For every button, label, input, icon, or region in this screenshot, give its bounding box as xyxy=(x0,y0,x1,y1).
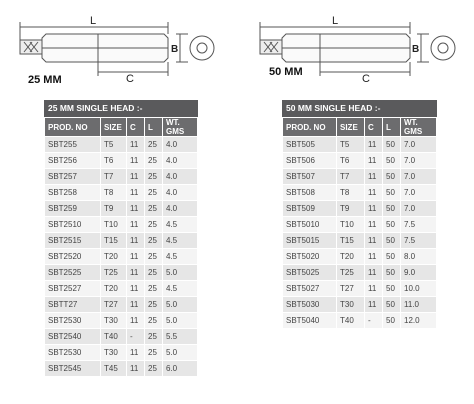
table-row xyxy=(45,153,198,169)
table-cell: 11 xyxy=(127,361,145,377)
table-cell: SBT2520 xyxy=(45,249,101,265)
table-cell: 50 xyxy=(383,153,401,169)
table-cell: SBT5030 xyxy=(283,297,337,313)
table-body xyxy=(283,137,437,329)
table-row xyxy=(45,249,198,265)
table-cell: 7.0 xyxy=(401,185,437,201)
table-cell: 11 xyxy=(127,313,145,329)
table-cell: 7.0 xyxy=(401,169,437,185)
table-cell: 25 xyxy=(145,345,163,361)
table-cell: T9 xyxy=(101,201,127,217)
table-cell: 25 xyxy=(145,361,163,377)
header-size: SIZE xyxy=(101,118,127,137)
table-cell: T15 xyxy=(337,233,365,249)
table-cell: T10 xyxy=(337,217,365,233)
header-c: C xyxy=(127,118,145,137)
table-cell: SBTT27 xyxy=(45,297,101,313)
size-label-50mm: 50 MM xyxy=(269,66,303,78)
table-cell: 7.0 xyxy=(401,137,437,153)
table-cell: 11 xyxy=(127,345,145,361)
table-body xyxy=(45,137,198,377)
table-cell: 5.5 xyxy=(163,329,198,345)
table-cell: T7 xyxy=(101,169,127,185)
table-cell: SBT2545 xyxy=(45,361,101,377)
table-title: 50 MM SINGLE HEAD :- xyxy=(282,100,437,117)
table-cell: 11 xyxy=(127,265,145,281)
length-label: L xyxy=(90,15,97,27)
table-cell: 50 xyxy=(383,137,401,153)
table-cell: T40 xyxy=(337,313,365,329)
table-cell: SBT255 xyxy=(45,137,101,153)
table-row xyxy=(45,201,198,217)
table-title: 25 MM SINGLE HEAD :- xyxy=(44,100,198,117)
table-cell: 25 xyxy=(145,201,163,217)
header-size: SIZE xyxy=(337,118,365,137)
table-cell: 50 xyxy=(383,201,401,217)
table-cell: - xyxy=(365,313,383,329)
table-cell: T7 xyxy=(337,169,365,185)
table-row xyxy=(283,201,437,217)
table-row xyxy=(45,217,198,233)
shank-label: C xyxy=(362,73,370,84)
header-l: L xyxy=(383,118,401,137)
table-row xyxy=(45,281,198,297)
table-cell: SBT256 xyxy=(45,153,101,169)
table-cell: 11 xyxy=(365,169,383,185)
table-cell: 25 xyxy=(145,249,163,265)
table-cell: 5.0 xyxy=(163,297,198,313)
table-cell: 11 xyxy=(365,201,383,217)
table-row xyxy=(45,169,198,185)
table-cell: 11 xyxy=(127,233,145,249)
table-cell: 11 xyxy=(365,185,383,201)
table-row xyxy=(45,233,198,249)
table-cell: 25 xyxy=(145,281,163,297)
table-cell: SBT5025 xyxy=(283,265,337,281)
table-cell: 4.0 xyxy=(163,169,198,185)
table-cell: 50 xyxy=(383,265,401,281)
table-cell: T30 xyxy=(337,297,365,313)
table-row xyxy=(283,313,437,329)
table-cell: SBT506 xyxy=(283,153,337,169)
header-c: C xyxy=(365,118,383,137)
table-cell: T30 xyxy=(101,313,127,329)
table-cell: 25 xyxy=(145,265,163,281)
table-cell: 50 xyxy=(383,297,401,313)
table-cell: 25 xyxy=(145,169,163,185)
table-cell: SBT505 xyxy=(283,137,337,153)
table-row xyxy=(283,297,437,313)
table-row xyxy=(283,185,437,201)
table-row xyxy=(283,249,437,265)
table-cell: T27 xyxy=(101,297,127,313)
table-cell: T20 xyxy=(337,249,365,265)
table-cell: 11 xyxy=(365,297,383,313)
table-cell: T15 xyxy=(101,233,127,249)
table-cell: 4.5 xyxy=(163,217,198,233)
table-cell: 4.0 xyxy=(163,137,198,153)
table-cell: SBT5040 xyxy=(283,313,337,329)
table-cell: SBT258 xyxy=(45,185,101,201)
table-row xyxy=(45,265,198,281)
table-cell: 50 xyxy=(383,185,401,201)
header-prod-no: PROD. NO xyxy=(45,118,101,137)
table-cell: 11 xyxy=(365,137,383,153)
table-cell: SBT5020 xyxy=(283,249,337,265)
table-cell: T6 xyxy=(101,153,127,169)
length-label: L xyxy=(332,15,339,27)
table-cell: 11 xyxy=(127,137,145,153)
table-row xyxy=(45,345,198,361)
table-cell: 25 xyxy=(145,185,163,201)
table-header-row xyxy=(283,118,437,137)
table-cell: T27 xyxy=(337,281,365,297)
table-cell: 4.5 xyxy=(163,281,198,297)
table-cell: SBT508 xyxy=(283,185,337,201)
table-cell: 12.0 xyxy=(401,313,437,329)
size-label-25mm: 25 MM xyxy=(28,74,62,86)
table-cell: SBT2525 xyxy=(45,265,101,281)
table-header-row xyxy=(45,118,198,137)
table-cell: SBT2530 xyxy=(45,313,101,329)
table-cell: 50 xyxy=(383,169,401,185)
table-row xyxy=(283,217,437,233)
table-cell: SBT2527 xyxy=(45,281,101,297)
table-cell: T6 xyxy=(337,153,365,169)
table-cell: SBT5010 xyxy=(283,217,337,233)
table-cell: SBT507 xyxy=(283,169,337,185)
table-cell: T9 xyxy=(337,201,365,217)
table-cell: SBT5015 xyxy=(283,233,337,249)
table-row xyxy=(283,233,437,249)
table-cell: 11 xyxy=(127,217,145,233)
table-cell: T8 xyxy=(101,185,127,201)
table-cell: T30 xyxy=(101,345,127,361)
table-cell: T40 xyxy=(101,329,127,345)
table-cell: 7.5 xyxy=(401,217,437,233)
table-cell: T10 xyxy=(101,217,127,233)
table-cell: 7.5 xyxy=(401,233,437,249)
table-cell: 50 xyxy=(383,313,401,329)
spec-table-25mm xyxy=(44,100,198,377)
table-cell: 11 xyxy=(127,249,145,265)
table-cell: 25 xyxy=(145,297,163,313)
table-cell: 50 xyxy=(383,217,401,233)
header-prod-no: PROD. NO xyxy=(283,118,337,137)
table-cell: 11 xyxy=(365,233,383,249)
table-cell: SBT2530 xyxy=(45,345,101,361)
table-cell: T45 xyxy=(101,361,127,377)
table-row xyxy=(283,153,437,169)
table-cell: 7.0 xyxy=(401,201,437,217)
table-row xyxy=(45,185,198,201)
table-cell: 11 xyxy=(127,281,145,297)
table-cell: 11 xyxy=(365,265,383,281)
table-cell: 25 xyxy=(145,137,163,153)
header-wt: WT. GMS xyxy=(163,118,198,137)
table-cell: 4.5 xyxy=(163,233,198,249)
table-cell: T25 xyxy=(101,265,127,281)
table-cell: 25 xyxy=(145,153,163,169)
table-cell: SBT2510 xyxy=(45,217,101,233)
table-cell: 5.0 xyxy=(163,345,198,361)
table-cell: 11 xyxy=(365,249,383,265)
table-row xyxy=(45,297,198,313)
table-row xyxy=(283,265,437,281)
table-cell: 11 xyxy=(365,217,383,233)
table-row xyxy=(283,169,437,185)
table-cell: 11 xyxy=(365,153,383,169)
table-cell: 11 xyxy=(127,153,145,169)
table-row xyxy=(45,313,198,329)
table-cell: 11 xyxy=(365,281,383,297)
header-wt: WT. GMS xyxy=(401,118,437,137)
table-cell: 25 xyxy=(145,313,163,329)
table-cell: - xyxy=(127,329,145,345)
table-row xyxy=(45,361,198,377)
table-cell: SBT5027 xyxy=(283,281,337,297)
table-cell: 11 xyxy=(127,185,145,201)
table-row xyxy=(283,137,437,153)
table-cell: 5.0 xyxy=(163,265,198,281)
table-cell: 11.0 xyxy=(401,297,437,313)
table-row xyxy=(45,329,198,345)
table-cell: 50 xyxy=(383,281,401,297)
table-cell: SBT2515 xyxy=(45,233,101,249)
spec-table-50mm xyxy=(282,100,437,329)
table-cell: SBT2540 xyxy=(45,329,101,345)
table-cell: 4.5 xyxy=(163,249,198,265)
table-cell: 50 xyxy=(383,249,401,265)
table-cell: SBT509 xyxy=(283,201,337,217)
table-cell: 9.0 xyxy=(401,265,437,281)
table-cell: 8.0 xyxy=(401,249,437,265)
table-cell: 4.0 xyxy=(163,185,198,201)
shank-label: C xyxy=(126,73,134,84)
table-cell: 4.0 xyxy=(163,153,198,169)
table-cell: 25 xyxy=(145,217,163,233)
bore-label: B xyxy=(171,44,179,55)
table-cell: 6.0 xyxy=(163,361,198,377)
table-cell: T25 xyxy=(337,265,365,281)
header-l: L xyxy=(145,118,163,137)
table-cell: 11 xyxy=(127,169,145,185)
table-cell: 5.0 xyxy=(163,313,198,329)
table-cell: 50 xyxy=(383,233,401,249)
table-cell: 25 xyxy=(145,329,163,345)
table-cell: 11 xyxy=(127,201,145,217)
table-cell: 7.0 xyxy=(401,153,437,169)
bore-label: B xyxy=(412,44,420,55)
table-cell: T20 xyxy=(101,281,127,297)
table-cell: T5 xyxy=(101,137,127,153)
table-cell: SBT259 xyxy=(45,201,101,217)
table-cell: 4.0 xyxy=(163,201,198,217)
table-row xyxy=(45,137,198,153)
table-cell: T8 xyxy=(337,185,365,201)
table-cell: SBT257 xyxy=(45,169,101,185)
table-cell: T5 xyxy=(337,137,365,153)
table-cell: 10.0 xyxy=(401,281,437,297)
table-cell: T20 xyxy=(101,249,127,265)
table-cell: 25 xyxy=(145,233,163,249)
table-cell: 11 xyxy=(127,297,145,313)
table-row xyxy=(283,281,437,297)
